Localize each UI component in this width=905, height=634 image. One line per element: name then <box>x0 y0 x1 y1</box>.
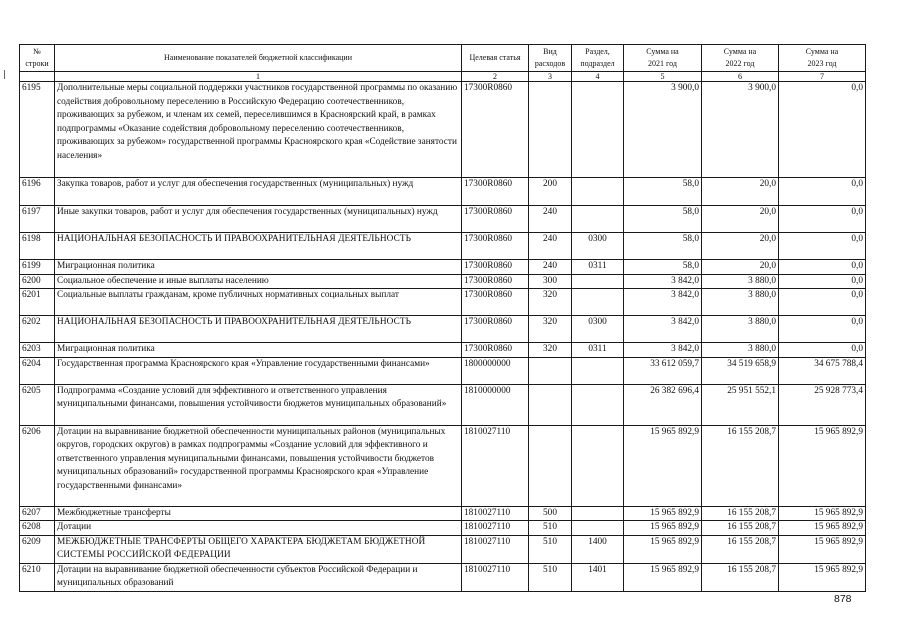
row-number: 6205 <box>20 384 55 425</box>
row-name: НАЦИОНАЛЬНАЯ БЕЗОПАСНОСТЬ И ПРАВООХРАНИТЕЛЬНАЯ ДЕЯТЕЛЬНОСТЬ <box>55 316 462 343</box>
row-sum-2023: 15 965 892,9 <box>779 521 866 536</box>
table-row <box>20 521 866 536</box>
row-sum-2021: 3 842,0 <box>624 316 702 343</box>
row-expense-type: 510 <box>529 535 572 563</box>
header-sum-2023: Сумма на 2023 год <box>779 45 866 72</box>
row-number: 6199 <box>20 260 55 275</box>
row-expense-type: 240 <box>529 260 572 275</box>
row-name: Миграционная политика <box>55 260 462 275</box>
row-number: 6207 <box>20 506 55 521</box>
row-number: 6202 <box>20 316 55 343</box>
column-number: 4 <box>572 72 624 82</box>
header-row-number: № строки <box>20 45 55 72</box>
row-sum-2022: 16 155 208,7 <box>702 563 779 591</box>
row-section: 0311 <box>572 260 624 275</box>
header-sum-2022: Сумма на 2022 год <box>702 45 779 72</box>
row-target-article: 17300R0860 <box>462 178 529 206</box>
row-name: Государственная программа Красноярского края «Управление государственными финансами» <box>55 357 462 384</box>
table-row <box>20 384 866 425</box>
row-section <box>572 521 624 536</box>
row-section <box>572 206 624 233</box>
header-row <box>20 45 866 72</box>
row-section <box>572 289 624 316</box>
row-sum-2022: 3 880,0 <box>702 316 779 343</box>
header-target-article: Целевая статья <box>462 45 529 72</box>
table-row <box>20 535 866 563</box>
row-section: 1400 <box>572 535 624 563</box>
row-section <box>572 357 624 384</box>
row-expense-type: 320 <box>529 316 572 343</box>
row-name: НАЦИОНАЛЬНАЯ БЕЗОПАСНОСТЬ И ПРАВООХРАНИТЕЛЬНАЯ ДЕЯТЕЛЬНОСТЬ <box>55 233 462 260</box>
row-sum-2022: 3 880,0 <box>702 274 779 289</box>
row-number: 6195 <box>20 82 55 178</box>
table-row <box>20 343 866 358</box>
row-expense-type <box>529 425 572 506</box>
row-target-article: 1800000000 <box>462 357 529 384</box>
row-sum-2021: 3 842,0 <box>624 289 702 316</box>
row-expense-type: 320 <box>529 289 572 316</box>
row-name: Социальное обеспечение и иные выплаты населению <box>55 274 462 289</box>
row-target-article: 1810000000 <box>462 384 529 425</box>
row-number: 6200 <box>20 274 55 289</box>
row-section <box>572 178 624 206</box>
column-number-blank <box>20 72 55 82</box>
row-sum-2023: 0,0 <box>779 343 866 358</box>
row-sum-2023: 0,0 <box>779 233 866 260</box>
row-number: 6208 <box>20 521 55 536</box>
table-row <box>20 274 866 289</box>
row-target-article: 17300R0860 <box>462 82 529 178</box>
row-expense-type: 500 <box>529 506 572 521</box>
row-sum-2023: 25 928 773,4 <box>779 384 866 425</box>
row-target-article: 1810027110 <box>462 521 529 536</box>
table-row <box>20 563 866 591</box>
row-name: Миграционная политика <box>55 343 462 358</box>
row-sum-2021: 15 965 892,9 <box>624 506 702 521</box>
table-row <box>20 316 866 343</box>
row-expense-type <box>529 384 572 425</box>
row-sum-2022: 16 155 208,7 <box>702 535 779 563</box>
row-sum-2022: 3 900,0 <box>702 82 779 178</box>
row-sum-2023: 0,0 <box>779 82 866 178</box>
row-sum-2021: 3 900,0 <box>624 82 702 178</box>
row-section: 0300 <box>572 316 624 343</box>
row-expense-type: 240 <box>529 233 572 260</box>
row-target-article: 1810027110 <box>462 506 529 521</box>
row-target-article: 17300R0860 <box>462 343 529 358</box>
budget-table <box>19 44 866 592</box>
row-name: Дотации <box>55 521 462 536</box>
row-section <box>572 506 624 521</box>
row-name: Дотации на выравнивание бюджетной обеспеченности субъектов Российской Федерации и муниципальных образований <box>55 563 462 591</box>
row-expense-type: 200 <box>529 178 572 206</box>
row-sum-2023: 15 965 892,9 <box>779 425 866 506</box>
column-number-row <box>20 72 866 82</box>
row-sum-2023: 0,0 <box>779 206 866 233</box>
row-sum-2022: 20,0 <box>702 206 779 233</box>
row-sum-2021: 33 612 059,7 <box>624 357 702 384</box>
row-number: 6210 <box>20 563 55 591</box>
header-section: Раздел, подраздел <box>572 45 624 72</box>
row-sum-2023: 0,0 <box>779 260 866 275</box>
row-sum-2021: 58,0 <box>624 260 702 275</box>
row-target-article: 17300R0860 <box>462 274 529 289</box>
table-row <box>20 289 866 316</box>
row-expense-type <box>529 357 572 384</box>
row-expense-type <box>529 82 572 178</box>
row-name: МЕЖБЮДЖЕТНЫЕ ТРАНСФЕРТЫ ОБЩЕГО ХАРАКТЕРА БЮДЖЕТАМ БЮДЖЕТНОЙ СИСТЕМЫ РОССИЙСКОЙ ФЕДЕРАЦИИ <box>55 535 462 563</box>
row-sum-2021: 26 382 696,4 <box>624 384 702 425</box>
row-target-article: 1810027110 <box>462 425 529 506</box>
row-number: 6201 <box>20 289 55 316</box>
row-sum-2021: 58,0 <box>624 206 702 233</box>
row-sum-2021: 3 842,0 <box>624 343 702 358</box>
row-section: 0300 <box>572 233 624 260</box>
row-expense-type: 510 <box>529 521 572 536</box>
column-number: 6 <box>702 72 779 82</box>
row-sum-2022: 20,0 <box>702 233 779 260</box>
row-section: 1401 <box>572 563 624 591</box>
row-section: 0311 <box>572 343 624 358</box>
column-number: 1 <box>55 72 462 82</box>
table-row <box>20 357 866 384</box>
row-target-article: 1810027110 <box>462 563 529 591</box>
row-number: 6206 <box>20 425 55 506</box>
row-number: 6203 <box>20 343 55 358</box>
column-number: 2 <box>462 72 529 82</box>
row-number: 6196 <box>20 178 55 206</box>
table-row <box>20 82 866 178</box>
row-sum-2022: 3 880,0 <box>702 289 779 316</box>
row-name: Межбюджетные трансферты <box>55 506 462 521</box>
row-sum-2021: 3 842,0 <box>624 274 702 289</box>
row-sum-2022: 34 519 658,9 <box>702 357 779 384</box>
row-target-article: 1810027110 <box>462 535 529 563</box>
row-name: Дотации на выравнивание бюджетной обеспеченности муниципальных районов (муниципальных округов, городских округов) в рамках подпрограммы «Создание условий для эффективного и ответственного управления муниципальными финансами, повышения устойчивости бюджетов муниципальных образований» государственной программы Красноярского края «Управление государственными финансами» <box>55 425 462 506</box>
page-number: 878 <box>834 593 852 605</box>
header-expense-type: Вид расходов <box>529 45 572 72</box>
margin-mark <box>4 70 5 79</box>
row-sum-2022: 16 155 208,7 <box>702 506 779 521</box>
row-sum-2022: 3 880,0 <box>702 343 779 358</box>
row-target-article: 17300R0860 <box>462 316 529 343</box>
table-row <box>20 506 866 521</box>
row-sum-2021: 58,0 <box>624 178 702 206</box>
row-name: Закупка товаров, работ и услуг для обеспечения государственных (муниципальных) нужд <box>55 178 462 206</box>
row-sum-2023: 15 965 892,9 <box>779 506 866 521</box>
row-sum-2023: 15 965 892,9 <box>779 535 866 563</box>
table-row <box>20 178 866 206</box>
row-expense-type: 320 <box>529 343 572 358</box>
row-section <box>572 425 624 506</box>
row-expense-type: 510 <box>529 563 572 591</box>
column-number: 3 <box>529 72 572 82</box>
row-sum-2023: 0,0 <box>779 289 866 316</box>
row-target-article: 17300R0860 <box>462 260 529 275</box>
row-sum-2021: 15 965 892,9 <box>624 521 702 536</box>
row-target-article: 17300R0860 <box>462 206 529 233</box>
column-number: 5 <box>624 72 702 82</box>
row-name: Социальные выплаты гражданам, кроме публичных нормативных социальных выплат <box>55 289 462 316</box>
row-sum-2023: 0,0 <box>779 178 866 206</box>
table-row <box>20 425 866 506</box>
row-sum-2022: 20,0 <box>702 260 779 275</box>
row-number: 6197 <box>20 206 55 233</box>
row-sum-2021: 15 965 892,9 <box>624 425 702 506</box>
header-sum-2021: Сумма на 2021 год <box>624 45 702 72</box>
table-row <box>20 206 866 233</box>
row-target-article: 17300R0860 <box>462 289 529 316</box>
row-number: 6198 <box>20 233 55 260</box>
row-expense-type: 300 <box>529 274 572 289</box>
row-section <box>572 384 624 425</box>
row-name: Дополнительные меры социальной поддержки участников государственной программы по оказанию содействия добровольному переселению в Российскую Федерацию соотечественников, проживающих за рубежом, и членам их семей, переселившимся в Красноярский край, в рамках подпрограммы «Оказание содействия добровольному переселению соотечественников, проживающих за рубежом» государственной программы Красноярского края «Содействие занятости населения» <box>55 82 462 178</box>
row-name: Иные закупки товаров, работ и услуг для обеспечения государственных (муниципальных) нужд <box>55 206 462 233</box>
row-sum-2021: 15 965 892,9 <box>624 563 702 591</box>
row-sum-2021: 58,0 <box>624 233 702 260</box>
row-expense-type: 240 <box>529 206 572 233</box>
row-sum-2023: 0,0 <box>779 316 866 343</box>
row-sum-2022: 16 155 208,7 <box>702 521 779 536</box>
row-sum-2022: 25 951 552,1 <box>702 384 779 425</box>
row-sum-2023: 34 675 788,4 <box>779 357 866 384</box>
row-sum-2023: 15 965 892,9 <box>779 563 866 591</box>
row-sum-2022: 16 155 208,7 <box>702 425 779 506</box>
column-number: 7 <box>779 72 866 82</box>
header-indicator-name: Наименование показателей бюджетной классификации <box>55 45 462 72</box>
row-sum-2021: 15 965 892,9 <box>624 535 702 563</box>
row-number: 6209 <box>20 535 55 563</box>
table-row <box>20 260 866 275</box>
row-section <box>572 82 624 178</box>
row-target-article: 17300R0860 <box>462 233 529 260</box>
row-sum-2023: 0,0 <box>779 274 866 289</box>
row-section <box>572 274 624 289</box>
row-name: Подпрограмма «Создание условий для эффективного и ответственного управления муниципальными финансами, повышения устойчивости бюджетов муниципальных образований» <box>55 384 462 425</box>
row-sum-2022: 20,0 <box>702 178 779 206</box>
row-number: 6204 <box>20 357 55 384</box>
table-row <box>20 233 866 260</box>
